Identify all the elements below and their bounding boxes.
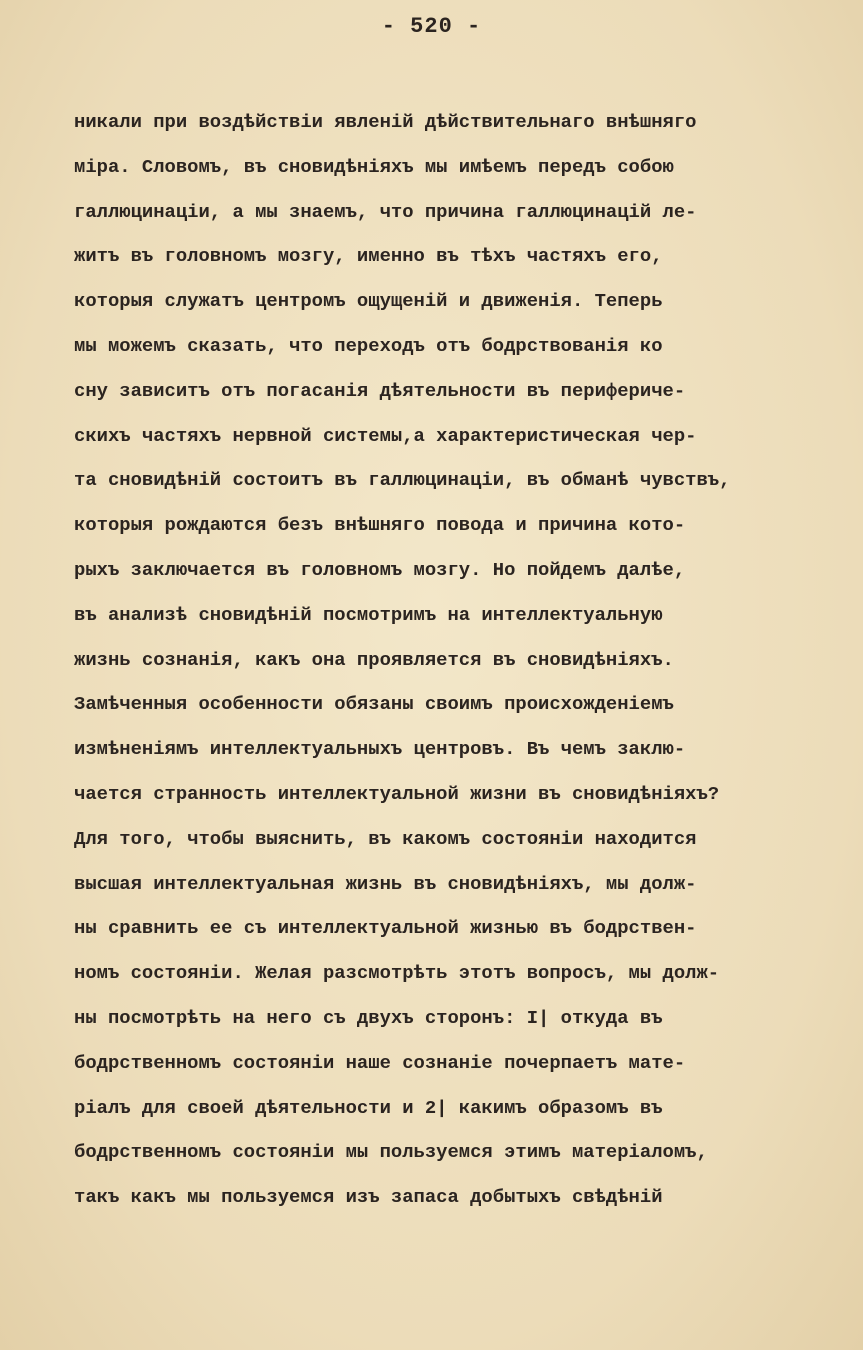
- text-line: ріалъ для своей дѣятельности и 2| какимъ образомъ въ: [74, 1096, 663, 1119]
- text-line: та сновидѣній состоитъ въ галлюцинаціи, въ обманѣ чувствъ,: [74, 469, 731, 492]
- text-line: Для того, чтобы выяснить, въ какомъ состояніи находится: [74, 827, 697, 850]
- text-line: въ анализѣ сновидѣній посмотримъ на интеллектуальную: [74, 603, 663, 626]
- text-line: которыя служатъ центромъ ощущеній и движенія. Теперь: [74, 290, 663, 313]
- text-line: которыя рождаются безъ внѣшняго повода и причина кото-: [74, 514, 686, 537]
- text-line: мы можемъ сказать, что переходъ отъ бодрствованія ко: [74, 334, 663, 357]
- text-line: ны сравнить ее съ интеллектуальной жизнью въ бодрствен-: [74, 917, 697, 940]
- page-number: - 520 -: [381, 14, 482, 39]
- text-line: номъ состояніи. Желая разсмотрѣть этотъ вопросъ, мы долж-: [74, 962, 720, 985]
- text-line: міра. Словомъ, въ сновидѣніяхъ мы имѣемъ передъ собою: [74, 155, 674, 178]
- text-line: чается странность интеллектуальной жизни въ сновидѣніяхъ?: [74, 782, 720, 805]
- text-line: никали при воздѣйствіи явленій дѣйствительнаго внѣшняго: [74, 111, 697, 133]
- text-line: измѣненіямъ интеллектуальныхъ центровъ. Въ чемъ заклю-: [74, 738, 686, 761]
- text-line: скихъ частяхъ нервной системы,а характеристическая чер-: [74, 424, 697, 447]
- text-line: жизнь сознанія, какъ она проявляется въ сновидѣніяхъ.: [74, 648, 674, 671]
- text-line: сну зависитъ отъ погасанія дѣятельности въ перифериче-: [74, 379, 686, 402]
- text-line: такъ какъ мы пользуемся изъ запаса добытыхъ свѣдѣній: [74, 1186, 663, 1209]
- text-line: Замѣченныя особенности обязаны своимъ происхожденіемъ: [74, 693, 674, 716]
- text-line: высшая интеллектуальная жизнь въ сновидѣніяхъ, мы долж-: [74, 872, 697, 895]
- body-text: [74, 104, 863, 1224]
- text-line: житъ въ головномъ мозгу, именно въ тѣхъ частяхъ его,: [74, 245, 663, 268]
- text-line: рыхъ заключается въ головномъ мозгу. Но пойдемъ далѣе,: [74, 558, 686, 581]
- text-line: галлюцинаціи, а мы знаемъ, что причина галлюцинацій ле-: [74, 200, 697, 223]
- text-line: бодрственномъ состояніи мы пользуемся этимъ матеріаломъ,: [74, 1141, 708, 1164]
- text-line: бодрственномъ состояніи наше сознаніе почерпаетъ мате-: [74, 1051, 686, 1074]
- text-line: ны посмотрѣть на него съ двухъ сторонъ: I| откуда въ: [74, 1006, 663, 1029]
